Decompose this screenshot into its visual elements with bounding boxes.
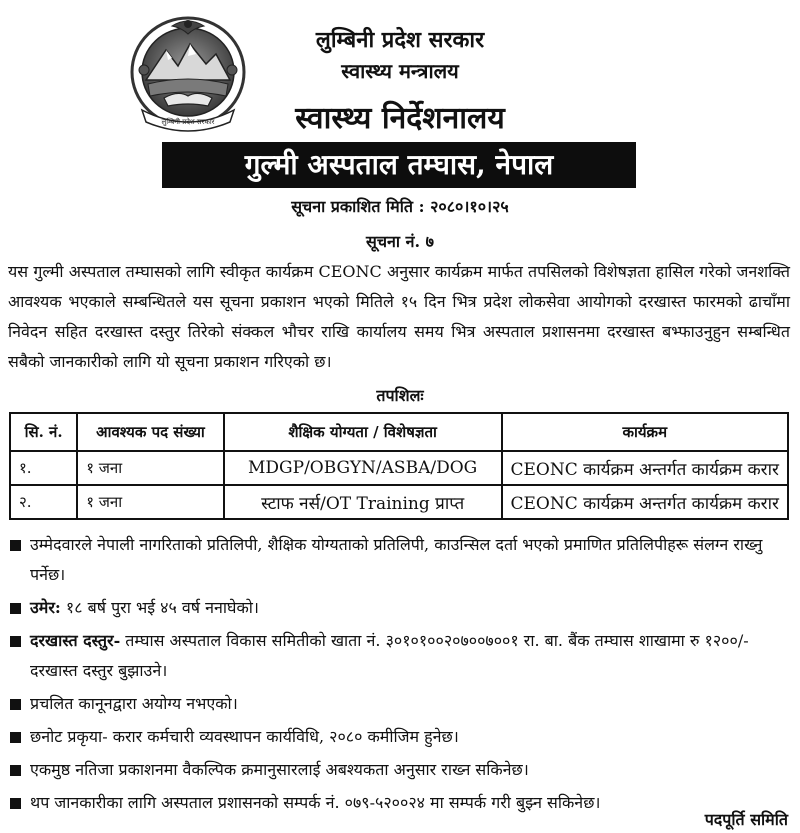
list-item — [8, 755, 792, 785]
list-item-text: एकमुष्ठ नतिजा प्रकाशनमा वैकल्पिक क्रमानुसारलाई अबश्यकता अनुसार राख्न सकिनेछ। — [30, 760, 529, 779]
bullet-square-icon — [10, 732, 21, 743]
list-item — [8, 593, 792, 623]
bullet-square-icon — [10, 636, 21, 647]
col-header-qualification: शैक्षिक योग्यता / विशेषज्ञता — [224, 413, 502, 451]
list-item — [8, 530, 792, 590]
posts-cell: १ जना — [77, 451, 224, 485]
notice-paragraph: यस गुल्मी अस्पताल तम्घासको लागि स्वीकृत कार्यक्रम CEONC अनुसार कार्यक्रम मार्फत तपसिलको विशेषज्ञता हासिल गरेको जनशक्ति आवश्यक भएकाले सम्बन्धितले यस सूचना प्रकाशन भएको मितिले १५ दिन भित्र प्रदेश लोकसेवा आयोगको दरखास्त फारमको ढाचाँमा निवेदन सहित दरखास्त दस्तुर तिरेको संक्कल भौचर राखि कार्यालय समय भित्र अस्पताल प्रशासनमा दरखास्त बभ्फाउनुहुन सम्बन्धित सबैको जानकारीको लागि यो सूचना प्रकाशन गरिएको छ। — [8, 262, 790, 371]
details-heading: तपशिलः — [376, 386, 424, 405]
program-cell: CEONC कार्यक्रम अन्तर्गत कार्यक्रम करार — [502, 485, 788, 519]
list-item-label: उमेर: — [30, 598, 61, 617]
table-row — [10, 485, 788, 519]
list-item-text: तम्घास अस्पताल विकास समितीको खाता नं. ३०१०१००२०७००७००१ रा. बा. बैंक तम्घास शाखामा रु १२००/-दरखास्त दस्तुर बुझाउने। — [30, 631, 749, 680]
bullet-square-icon — [10, 765, 21, 776]
hospital-banner: गुल्मी अस्पताल तम्घास, नेपाल — [162, 142, 636, 188]
list-item-text: थप जानकारीका लागि अस्पताल प्रशासनको सम्पर्क नं. ०७९-५२००२४ मा सम्पर्क गरी बुझ्न सकिनेछ। — [30, 793, 601, 812]
qualification-cell: स्टाफ नर्स/OT Training प्राप्त — [224, 485, 502, 519]
bullet-square-icon — [10, 798, 21, 809]
col-header-posts: आवश्यक पद संख्या — [77, 413, 224, 451]
ministry-title: स्वास्थ्य मन्त्रालय — [341, 59, 459, 83]
table-row — [10, 451, 788, 485]
list-item — [8, 626, 792, 686]
qualification-cell: MDGP/OBGYN/ASBA/DOG — [224, 451, 502, 485]
list-item-text: छनोट प्रकृया- करार कर्मचारी व्यवस्थापन कार्यविधि, २०८० कमीजिम हुनेछ। — [30, 727, 459, 746]
list-item-text: उम्मेदवारले नेपाली नागरिताको प्रतिलिपी, शैक्षिक योग्यताको प्रतिलिपी, काउन्सिल दर्ता भएको प्रमाणित प्रतिलिपीहरू संलग्न राख्नु पर्नेछ। — [30, 535, 763, 584]
col-header-serial: सि. नं. — [10, 413, 77, 451]
list-item-text: प्रचलित कानूनद्वारा अयोग्य नभएको। — [30, 694, 238, 713]
list-item — [8, 689, 792, 719]
program-cell: CEONC कार्यक्रम अन्तर्गत कार्यक्रम करार — [502, 451, 788, 485]
bullet-square-icon — [10, 603, 21, 614]
list-item-text: १८ बर्ष पुरा भई ४५ वर्ष ननाघेको। — [60, 598, 259, 617]
table-header-row — [10, 413, 788, 451]
posts-cell: १ जना — [77, 485, 224, 519]
vacancy-table — [9, 412, 789, 520]
col-header-program: कार्यक्रम — [502, 413, 788, 451]
list-item — [8, 722, 792, 752]
signoff-committee: पदपूर्ति समिति — [704, 810, 788, 829]
serial-cell: १. — [10, 451, 77, 485]
directorate-title: स्वास्थ्य निर्देशनालय — [295, 101, 505, 136]
conditions-list — [8, 530, 792, 821]
serial-cell: २. — [10, 485, 77, 519]
government-title: लुम्बिनी प्रदेश सरकार — [315, 27, 485, 53]
published-date: सूचना प्रकाशित मिति : २०८०।१०।२५ — [291, 197, 509, 216]
svg-text:लुम्बिनी प्रदेश सरकार: लुम्बिनी प्रदेश सरकार — [161, 118, 215, 126]
bullet-square-icon — [10, 699, 21, 710]
bullet-square-icon — [10, 540, 21, 551]
notice-number: सूचना नं. ७ — [366, 232, 434, 251]
list-item-label: दरखास्त दस्तुर- — [30, 631, 121, 650]
list-item — [8, 788, 792, 818]
